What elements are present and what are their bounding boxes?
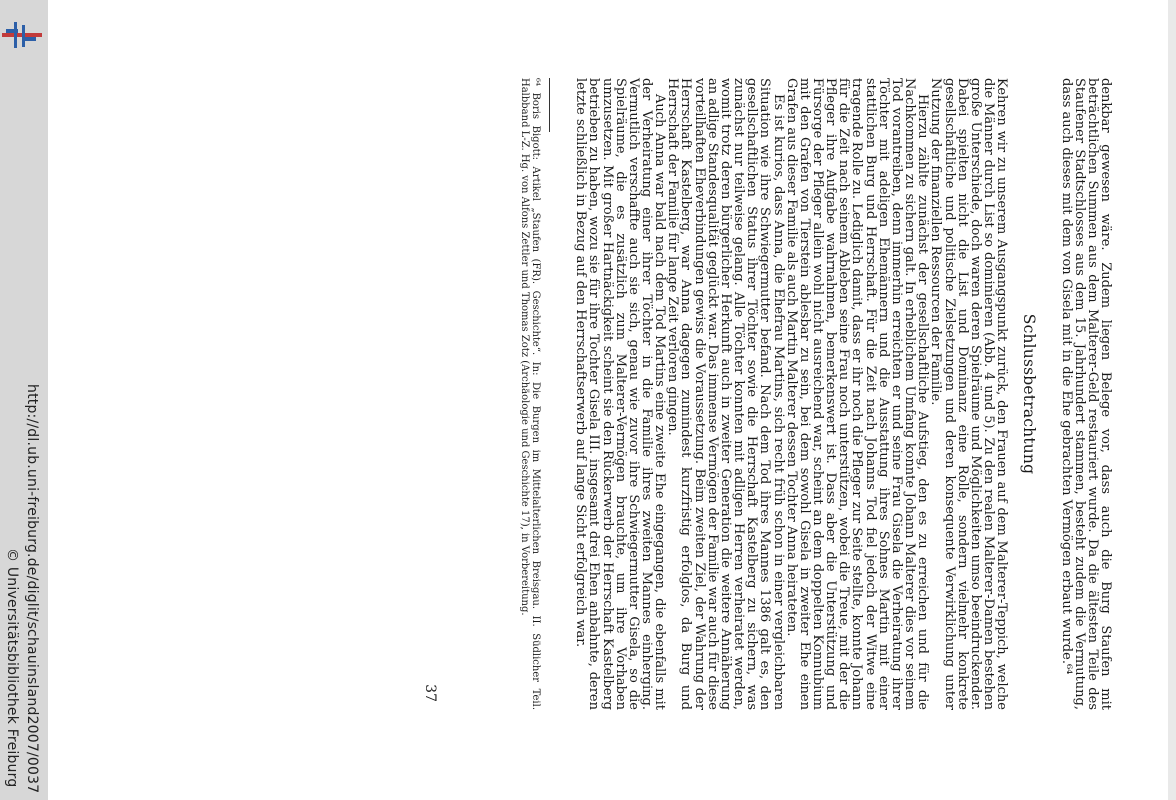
footnote-divider xyxy=(549,78,550,132)
page-edge xyxy=(1168,0,1176,800)
scanned-page xyxy=(102,78,1112,710)
paragraph: Hierzu zählte zunächst der gesellschaftliche Aufstieg, den es zu erreichen und für die Nachkommen zu sichern galt. In erheblichem Umfang konnte Johann Malterer dies vor seinem Tod vorantreiben, denn immerhin erreichten er und seine Frau Gisela die Verheiratung ihrer Töchter mit adeligen Ehemännern und die Ausstattung ihres Sohnes Martin mit einer stattlichen Burg und Herrschaft. Für die Zeit nach Johanns Tod fiel jedoch der Witwe eine tragende Rolle zu. Lediglich damit, dass er ihr noch die Pfleger zur Seite stellte, konnte Johann für die Zeit nach seinem Ableben seine Frau noch unterstützen, wobei die Treue, mit der die Pfleger ihre Aufgabe wahrnahmen, bemerkenswert ist. Dass aber die Unterstützung und Fürsorge der Pfleger allein wohl nicht ausreichend war, scheint an dem doppelten Konnubium mit den Grafen von Tierstein ablesbar zu sein, bei dem sowohl Gisela in zweiter Ehe einen Grafen aus dieser Familie als auch Martin Malterer dessen Tochter Anna heirateten. xyxy=(783,78,931,710)
paragraph: denkbar gewesen wäre. Zudem liegen Belege vor, dass auch die Burg Staufen mit beträchtlichen Summen aus dem Malterer-Geld restauriert wurde. Da die ältesten Teile des Staufener Stadtschlosses aus dem 15. Jahrhundert stammen, besteht zudem die Vermutung, dass auch dieses mit dem von Gisela mit in die Ehe gebrachten Vermögen erbaut wurde.⁶⁴ xyxy=(1058,78,1113,710)
university-logo-icon xyxy=(2,20,42,50)
paragraph: Auch Anna war bald nach dem Tod Martins eine zweite Ehe eingegangen, die ebenfalls mit der Verheiratung einer ihrer Töchter in die Familie ihres zweiten Mannes einherging. Vermutlich verschaffte auch sie sich, genau wie zuvor ihre Schwiegermutter Gisela, so die Spielräume, die es zusätzlich zum Malterer-Vermögen brauchte, um ihre Vorhaben umzusetzen. Mit großer Hartnäckigkeit scheint sie den Rückerwerb der Herrschaft Kastelberg betrieben zu haben, wozu sie für ihre Tochter Gisela III. insgesamt drei Ehen anbahnte, deren letzte schließlich in Bezug auf den Herrschaftserwerb auf lange Sicht erfolgreich war. xyxy=(573,78,668,710)
paragraph: Kehren wir zu unserem Ausgangspunkt zurück, den Frauen auf dem Malterer-Teppich, welche die Männer durch List so dominieren (Abb. 4 und 5). Zu den realen Malterer-Damen bestehen große Unterschiede, doch waren deren Spielräume und Möglichkeiten umso beeindruckender. Dabei spielten nicht die List und Dominanz eine Rolle, sondern vielmehr konkrete gesellschaftliche und politische Zielsetzungen und deren konsequente Verwirklichung unter Nutzung der finanziellen Ressourcen der Familie. xyxy=(928,78,1010,710)
paragraph: Es ist kurios, dass Anna, die Ehefrau Martins, sich recht früh schon in einer vergleichbaren Situation wie ihre Schwiegermutter befand. Nach dem Tod ihres Mannes 1386 galt es, den gesellschaftlichen Status ihrer Töchter sowie die Herrschaft Kastelberg zu sichern, was zunächst nur teilweise gelang. Alle Töchter konnten mit adligen Herren verheiratet werden, womit trotz deren bürgerlicher Herkunft auch in zweiter Generation die weitere Annäherung an adlige Standesqualität geglückt war. Das immense Vermögen der Familie war auch für diese vorteilhaften Eheverbindungen gewiss die Voraussetzung. Beim zweiten Ziel, der Wahrung der Herrschaft Kastelberg, war Anna dagegen zumindest kurzfristig erfolglos, da Burg und Herrschaft der Familie für lange Zeit verloren gingen. xyxy=(665,78,786,710)
page-number: 37 xyxy=(422,684,438,702)
footnote: ⁶⁴ Boris Bigott: Artikel „Staufen (FR). Geschichte“. In: Die Burgen im Mittelalterlichen Breisgau. II. Südlicher Teil. Halbband L-Z. Hg. von Alfons Zettler und Thomas Zotz (Archäologie und Geschichte 17), in Vorbereitung. xyxy=(518,78,542,710)
document-url[interactable]: http://dl.ub.uni-freiburg.de/diglit/schauinsland2007/0037 xyxy=(24,384,40,794)
section-heading: Schlussbetrachtung xyxy=(1020,313,1039,475)
copyright-notice: © Universitätsbibliothek Freiburg xyxy=(4,548,20,788)
